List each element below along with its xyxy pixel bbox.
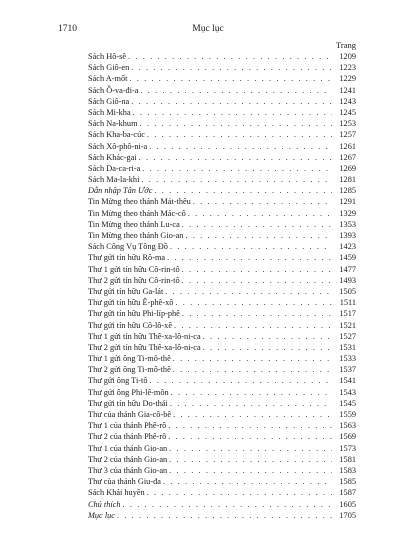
- toc-entry-title: Thư 1 của thánh Gio-an: [88, 443, 168, 453]
- dot-leader: [171, 387, 332, 398]
- dot-leader: [168, 420, 332, 431]
- toc-entry: [88, 96, 356, 107]
- toc-entry-page: 1267: [339, 152, 356, 162]
- toc-entry-page: 1585: [339, 477, 356, 487]
- toc-entry-page: 1493: [339, 275, 356, 285]
- dot-leader: [133, 107, 332, 118]
- toc-entry-title: Thư 1 gửi tín hữu Cô-rin-tô: [88, 264, 180, 274]
- toc-entry-page: 1241: [339, 85, 356, 95]
- toc-entry-title: Sách A-mốt: [88, 74, 128, 84]
- toc-entry-page: 1245: [339, 107, 356, 117]
- dot-leader: [169, 454, 332, 465]
- toc-entry-title: Thư 2 của thánh Gio-an: [88, 454, 168, 464]
- table-of-contents: [88, 51, 356, 521]
- toc-entry-title: Thư 3 của thánh Gio-an: [88, 465, 168, 475]
- toc-entry: [88, 252, 356, 263]
- dot-leader: [188, 208, 332, 219]
- dot-leader: [175, 297, 332, 308]
- dot-leader: [140, 85, 332, 96]
- toc-entry-page: 1517: [339, 309, 356, 319]
- toc-entry: [88, 331, 356, 342]
- toc-entry-page: 1537: [339, 365, 356, 375]
- dot-leader: [174, 320, 332, 331]
- toc-entry: [88, 297, 356, 308]
- toc-entry: [88, 420, 356, 431]
- toc-entry-page: 1605: [339, 499, 356, 509]
- dot-leader: [170, 398, 332, 409]
- dot-leader: [163, 476, 332, 487]
- toc-entry: [88, 431, 356, 442]
- toc-entry: [88, 275, 356, 286]
- toc-entry: [88, 51, 356, 62]
- dot-leader: [167, 252, 332, 263]
- toc-entry: [88, 510, 356, 521]
- dot-leader: [169, 465, 332, 476]
- toc-entry-page: 1505: [339, 286, 356, 296]
- toc-entry-title: Thư 2 của thánh Phê-rô: [88, 432, 167, 442]
- toc-entry-page: 1353: [339, 219, 356, 229]
- toc-entry-title: Thư của thánh Gia-cô-bê: [88, 410, 172, 419]
- toc-entry: [88, 499, 356, 510]
- toc-entry-title: Thư của thánh Giu-đa: [88, 477, 161, 487]
- toc-entry-title: Tin Mừng theo thánh Mát-thêu: [88, 197, 191, 207]
- toc-entry: [88, 196, 356, 207]
- toc-entry-title: Tin Mừng theo thánh Gio-an: [88, 231, 184, 240]
- toc-entry-page: 1229: [339, 74, 356, 84]
- toc-entry-title: Dẫn nhập Tân Ước: [88, 186, 153, 196]
- toc-entry-page: 1253: [339, 119, 356, 129]
- dot-leader: [182, 264, 332, 275]
- toc-entry-page: 1257: [339, 130, 356, 140]
- page-column-label: Trang: [336, 40, 356, 50]
- toc-entry: [88, 230, 356, 241]
- toc-entry-title: Thư gửi ông Phi-lê-môn: [88, 387, 169, 397]
- dot-leader: [123, 499, 333, 510]
- toc-entry-title: Tin Mừng theo thánh Lu-ca: [88, 219, 180, 229]
- toc-entry-page: 1459: [339, 253, 356, 263]
- toc-entry-page: 1261: [339, 141, 356, 151]
- toc-entry-page: 1423: [339, 242, 356, 252]
- dot-leader: [140, 118, 332, 129]
- page-title: Mục lục: [192, 24, 224, 34]
- toc-entry: [88, 141, 356, 152]
- toc-entry-title: Sách Ma-la-khi: [88, 175, 140, 185]
- toc-entry-page: 1291: [339, 197, 356, 207]
- toc-entry: [88, 308, 356, 319]
- toc-entry-page: 1521: [339, 320, 356, 330]
- toc-entry-page: 1477: [339, 264, 356, 274]
- dot-leader: [154, 185, 332, 196]
- toc-entry: [88, 62, 356, 73]
- toc-entry-title: Sách Xô-phô-ni-a: [88, 141, 148, 151]
- toc-entry: [88, 387, 356, 398]
- dot-leader: [173, 409, 332, 420]
- toc-entry-page: 1541: [339, 376, 356, 386]
- toc-entry-title: Sách Mi-kha: [88, 107, 131, 117]
- toc-entry: [88, 219, 356, 230]
- toc-entry: [88, 364, 356, 375]
- toc-entry: [88, 342, 356, 353]
- dot-leader: [169, 443, 332, 454]
- dot-leader: [147, 129, 332, 140]
- toc-entry-page: 1393: [339, 231, 356, 240]
- dot-leader: [193, 196, 332, 207]
- toc-entry-title: Mục lục: [88, 510, 115, 520]
- toc-entry: [88, 398, 356, 409]
- toc-entry-title: Thư 2 gửi tín hữu Thê-xa-lô-ni-ca: [88, 342, 201, 352]
- dot-leader: [165, 286, 332, 297]
- dot-leader: [128, 51, 332, 62]
- toc-entry-title: Thư gửi tín hữu Do-thái: [88, 398, 168, 408]
- toc-entry: [88, 85, 356, 96]
- toc-entry-page: 1285: [339, 186, 356, 196]
- toc-entry-title: Thư gửi tín hữu Rô-ma: [88, 253, 166, 263]
- toc-entry-page: 1559: [339, 410, 356, 419]
- toc-entry-title: Thư 1 gửi tín hữu Thê-xa-lô-ni-ca: [88, 331, 201, 341]
- toc-entry-page: 1223: [339, 63, 356, 73]
- toc-entry: [88, 241, 356, 252]
- toc-entry-title: Sách Ô-va-đi-a: [88, 85, 139, 95]
- dot-leader: [182, 275, 332, 286]
- toc-entry: [88, 107, 356, 118]
- toc-entry-title: Sách Giô-na: [88, 96, 130, 106]
- dot-leader: [147, 487, 332, 498]
- dot-leader: [173, 364, 332, 375]
- toc-entry-page: 1531: [339, 342, 356, 352]
- toc-entry-title: Sách Giô-en: [88, 63, 130, 73]
- toc-entry-page: 1583: [339, 465, 356, 475]
- toc-entry-page: 1569: [339, 432, 356, 442]
- toc-entry: [88, 465, 356, 476]
- toc-entry: [88, 163, 356, 174]
- dot-leader: [142, 163, 332, 174]
- dot-leader: [203, 342, 332, 353]
- dot-leader: [131, 62, 332, 73]
- toc-entry-title: Thư 1 của thánh Phê-rô: [88, 421, 167, 431]
- toc-entry-title: Thư gửi tín hữu Ga-lát: [88, 286, 164, 296]
- dot-leader: [131, 96, 332, 107]
- toc-entry-page: 1269: [339, 163, 356, 173]
- toc-entry: [88, 152, 356, 163]
- toc-entry-title: Tin Mừng theo thánh Mác-cô: [88, 208, 186, 218]
- dot-leader: [139, 152, 332, 163]
- dot-leader: [129, 73, 332, 84]
- toc-entry-title: Sách Công Vụ Tông Đồ: [88, 242, 168, 252]
- toc-entry-title: Thư gửi tín hữu Ê-phê-xô: [88, 298, 174, 308]
- dot-leader: [182, 219, 332, 230]
- toc-entry-page: 1281: [339, 175, 356, 185]
- toc-entry: [88, 185, 356, 196]
- dot-leader: [141, 174, 332, 185]
- dot-leader: [149, 141, 332, 152]
- toc-entry-page: 1243: [339, 96, 356, 106]
- toc-entry-title: Chú thích: [88, 499, 121, 509]
- toc-entry: [88, 118, 356, 129]
- toc-entry-title: Thư 2 gửi tín hữu Cô-rin-tô: [88, 275, 180, 285]
- toc-entry: [88, 353, 356, 364]
- toc-entry: [88, 264, 356, 275]
- toc-entry-page: 1545: [339, 398, 356, 408]
- dot-leader: [149, 375, 332, 386]
- dot-leader: [168, 431, 332, 442]
- toc-entry-title: Thư 2 gửi ông Ti-mô-thê: [88, 365, 171, 375]
- toc-entry-title: Thư 1 gửi ông Ti-mô-thê: [88, 354, 171, 364]
- toc-entry-title: Sách Da-ca-ri-a: [88, 163, 141, 173]
- toc-entry-title: Sách Kha-ba-cúc: [88, 130, 145, 140]
- dot-leader: [203, 331, 332, 342]
- toc-entry-page: 1587: [339, 488, 356, 498]
- toc-entry-title: Sách Hô-sê: [88, 52, 127, 61]
- toc-entry-title: Thư gửi ông Ti-tô: [88, 376, 148, 386]
- toc-entry-title: Thư gửi tín hữu Cô-lô-xê: [88, 320, 173, 330]
- page-number: 1710: [58, 24, 77, 34]
- toc-entry-page: 1563: [339, 421, 356, 431]
- toc-entry-page: 1581: [339, 454, 356, 464]
- toc-entry-page: 1573: [339, 443, 356, 453]
- toc-entry-page: 1543: [339, 387, 356, 397]
- toc-entry-page: 1527: [339, 331, 356, 341]
- toc-entry-title: Sách Khải huyền: [88, 488, 145, 498]
- dot-leader: [170, 241, 332, 252]
- toc-entry: [88, 174, 356, 185]
- toc-entry-page: 1511: [339, 298, 356, 308]
- toc-entry-page: 1209: [339, 52, 356, 61]
- toc-entry-page: 1705: [339, 510, 356, 520]
- toc-entry: [88, 375, 356, 386]
- toc-entry: [88, 73, 356, 84]
- dot-leader: [185, 230, 332, 241]
- toc-entry-title: Thư gửi tín hữu Phi-líp-phê: [88, 309, 180, 319]
- toc-entry-page: 1533: [339, 354, 356, 364]
- toc-entry: [88, 476, 356, 487]
- toc-entry: [88, 409, 356, 420]
- toc-entry: [88, 320, 356, 331]
- dot-leader: [117, 510, 332, 521]
- toc-entry: [88, 443, 356, 454]
- dot-leader: [173, 353, 332, 364]
- toc-entry: [88, 286, 356, 297]
- toc-entry-title: Sách Khác-gai: [88, 152, 137, 162]
- toc-entry: [88, 208, 356, 219]
- toc-entry: [88, 454, 356, 465]
- dot-leader: [182, 308, 332, 319]
- toc-entry: [88, 129, 356, 140]
- toc-entry: [88, 487, 356, 498]
- toc-entry-page: 1329: [339, 208, 356, 218]
- toc-entry-title: Sách Na-khum: [88, 119, 138, 129]
